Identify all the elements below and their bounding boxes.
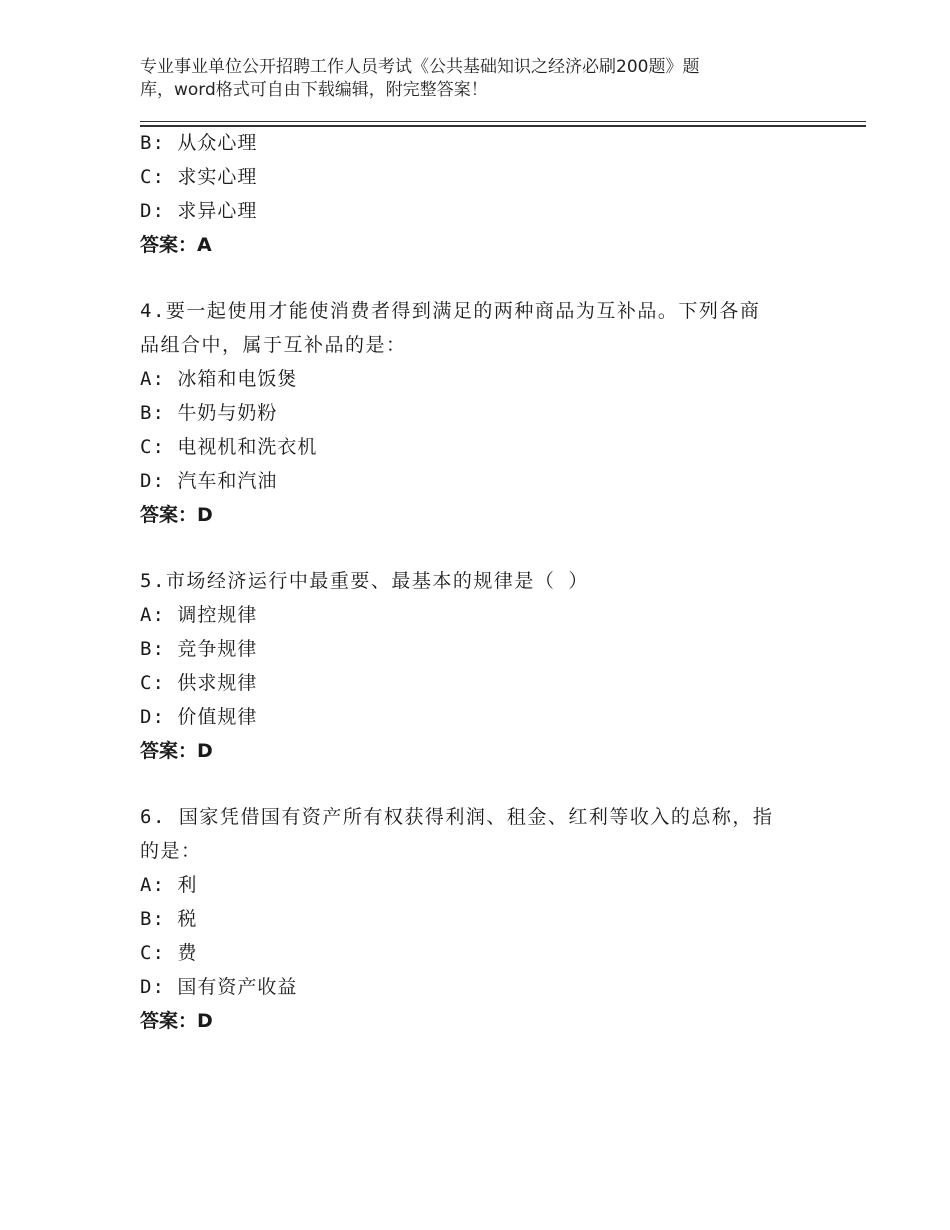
option-d: D: 求异心理	[140, 200, 258, 222]
answer-line: 答案：D	[140, 504, 213, 526]
option-b: B: 牛奶与奶粉	[140, 402, 278, 424]
option-c: C: 供求规律	[140, 672, 258, 694]
question-partial	[140, 126, 820, 262]
question-stem: 的是：	[140, 840, 202, 862]
answer-line: 答案：D	[140, 1010, 213, 1032]
option-a: A: 冰箱和电饭煲	[140, 368, 298, 390]
header-title-line-1: 专业事业单位公开招聘工作人员考试《公共基础知识之经济必刷200题》题	[140, 57, 700, 77]
question-stem: 6. 国家凭借国有资产所有权获得利润、租金、红利等收入的总称，指	[140, 806, 774, 828]
question-stem: 5.市场经济运行中最重要、最基本的规律是（ ）	[140, 570, 589, 592]
page-header	[140, 56, 780, 102]
answer-line: 答案：A	[140, 234, 212, 256]
option-a: A: 利	[140, 874, 198, 896]
option-d: D: 汽车和汽油	[140, 470, 278, 492]
answer-line: 答案：D	[140, 740, 213, 762]
question-stem: 4.要一起使用才能使消费者得到满足的两种商品为互补品。下列各商	[140, 300, 761, 322]
option-b: B: 税	[140, 908, 198, 930]
option-c: C: 求实心理	[140, 166, 258, 188]
question-5	[140, 564, 820, 768]
option-b: B: 竞争规律	[140, 638, 258, 660]
question-6	[140, 800, 820, 1038]
question-list	[140, 126, 820, 1038]
header-title-line-2: 库，word格式可自由下载编辑，附完整答案！	[140, 80, 488, 100]
option-c: C: 费	[140, 942, 198, 964]
question-stem: 品组合中，属于互补品的是：	[140, 334, 407, 356]
option-c: C: 电视机和洗衣机	[140, 436, 318, 458]
option-a: A: 调控规律	[140, 604, 258, 626]
question-4	[140, 294, 820, 532]
option-d: D: 国有资产收益	[140, 976, 298, 998]
option-d: D: 价值规律	[140, 706, 258, 728]
header-divider	[140, 121, 866, 122]
option-b: B: 从众心理	[140, 132, 258, 154]
